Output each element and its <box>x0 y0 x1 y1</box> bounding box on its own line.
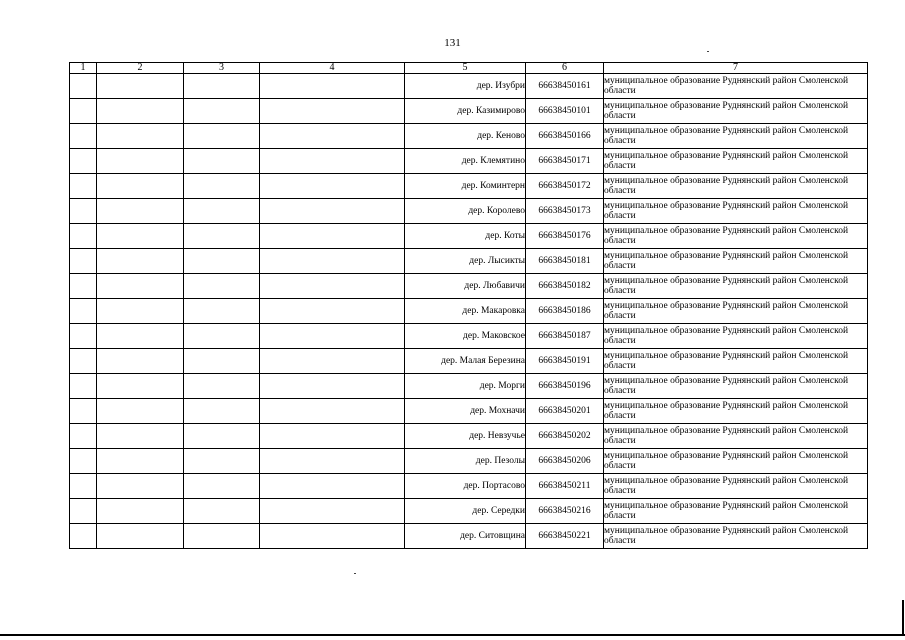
empty-cell-col-1 <box>70 424 97 449</box>
empty-cell-col-2 <box>97 99 184 124</box>
empty-cell-col-4 <box>260 349 405 374</box>
settlement-name-cell: дер. Маковское <box>405 324 526 349</box>
empty-cell-col-4 <box>260 274 405 299</box>
municipality-cell: муниципальное образование Руднянский район Смоленской области <box>604 99 868 124</box>
empty-cell-col-1 <box>70 499 97 524</box>
municipality-cell: муниципальное образование Руднянский район Смоленской области <box>604 124 868 149</box>
table-row <box>70 74 868 99</box>
table-row <box>70 399 868 424</box>
empty-cell-col-2 <box>97 299 184 324</box>
scan-speck <box>354 573 356 574</box>
page-number: 131 <box>444 37 461 49</box>
empty-cell-col-2 <box>97 324 184 349</box>
municipality-cell: муниципальное образование Руднянский район Смоленской области <box>604 349 868 374</box>
settlement-name-cell: дер. Малая Березина <box>405 349 526 374</box>
table-row <box>70 499 868 524</box>
header-row <box>70 63 868 74</box>
scan-edge-mark <box>902 600 904 634</box>
empty-cell-col-2 <box>97 149 184 174</box>
empty-cell-col-1 <box>70 524 97 549</box>
empty-cell-col-2 <box>97 124 184 149</box>
oktmo-code-cell: 66638450176 <box>526 224 604 249</box>
municipality-cell: муниципальное образование Руднянский район Смоленской области <box>604 249 868 274</box>
empty-cell-col-3 <box>184 174 260 199</box>
page-bottom-rule <box>0 634 905 636</box>
table-row <box>70 524 868 549</box>
empty-cell-col-3 <box>184 524 260 549</box>
empty-cell-col-3 <box>184 149 260 174</box>
empty-cell-col-1 <box>70 124 97 149</box>
empty-cell-col-3 <box>184 274 260 299</box>
table-row <box>70 474 868 499</box>
settlement-name-cell: дер. Коминтерн <box>405 174 526 199</box>
scan-speck <box>707 51 709 52</box>
empty-cell-col-3 <box>184 249 260 274</box>
empty-cell-col-2 <box>97 174 184 199</box>
municipality-cell: муниципальное образование Руднянский район Смоленской области <box>604 374 868 399</box>
settlement-name-cell: дер. Любавичи <box>405 274 526 299</box>
table-row <box>70 374 868 399</box>
municipality-cell: муниципальное образование Руднянский район Смоленской области <box>604 274 868 299</box>
column-header-1: 1 <box>70 63 97 74</box>
empty-cell-col-1 <box>70 174 97 199</box>
municipality-cell: муниципальное образование Руднянский район Смоленской области <box>604 174 868 199</box>
municipality-cell: муниципальное образование Руднянский район Смоленской области <box>604 524 868 549</box>
empty-cell-col-2 <box>97 424 184 449</box>
empty-cell-col-2 <box>97 474 184 499</box>
municipality-cell: муниципальное образование Руднянский район Смоленской области <box>604 74 868 99</box>
empty-cell-col-2 <box>97 374 184 399</box>
oktmo-code-cell: 66638450187 <box>526 324 604 349</box>
empty-cell-col-4 <box>260 374 405 399</box>
settlements-table <box>69 62 868 549</box>
oktmo-code-cell: 66638450202 <box>526 424 604 449</box>
settlement-name-cell: дер. Королево <box>405 199 526 224</box>
settlement-name-cell: дер. Коты <box>405 224 526 249</box>
column-header-3: 3 <box>184 63 260 74</box>
empty-cell-col-2 <box>97 449 184 474</box>
empty-cell-col-2 <box>97 524 184 549</box>
settlement-name-cell: дер. Ситовщина <box>405 524 526 549</box>
table-row <box>70 149 868 174</box>
empty-cell-col-4 <box>260 74 405 99</box>
column-header-6: 6 <box>526 63 604 74</box>
oktmo-code-cell: 66638450201 <box>526 399 604 424</box>
municipality-cell: муниципальное образование Руднянский район Смоленской области <box>604 449 868 474</box>
settlement-name-cell: дер. Мохначи <box>405 399 526 424</box>
settlement-name-cell: дер. Кеново <box>405 124 526 149</box>
settlement-name-cell: дер. Казимирово <box>405 99 526 124</box>
oktmo-code-cell: 66638450101 <box>526 99 604 124</box>
empty-cell-col-1 <box>70 474 97 499</box>
empty-cell-col-3 <box>184 224 260 249</box>
empty-cell-col-4 <box>260 499 405 524</box>
oktmo-code-cell: 66638450221 <box>526 524 604 549</box>
oktmo-code-cell: 66638450191 <box>526 349 604 374</box>
empty-cell-col-4 <box>260 524 405 549</box>
empty-cell-col-1 <box>70 274 97 299</box>
empty-cell-col-2 <box>97 349 184 374</box>
empty-cell-col-4 <box>260 224 405 249</box>
table-row <box>70 249 868 274</box>
empty-cell-col-4 <box>260 474 405 499</box>
empty-cell-col-2 <box>97 74 184 99</box>
empty-cell-col-1 <box>70 74 97 99</box>
empty-cell-col-3 <box>184 424 260 449</box>
empty-cell-col-4 <box>260 324 405 349</box>
empty-cell-col-4 <box>260 149 405 174</box>
empty-cell-col-3 <box>184 299 260 324</box>
empty-cell-col-1 <box>70 224 97 249</box>
empty-cell-col-3 <box>184 449 260 474</box>
municipality-cell: муниципальное образование Руднянский район Смоленской области <box>604 199 868 224</box>
table-row <box>70 324 868 349</box>
column-header-2: 2 <box>97 63 184 74</box>
empty-cell-col-2 <box>97 274 184 299</box>
empty-cell-col-3 <box>184 349 260 374</box>
empty-cell-col-4 <box>260 424 405 449</box>
oktmo-code-cell: 66638450171 <box>526 149 604 174</box>
empty-cell-col-1 <box>70 449 97 474</box>
settlement-name-cell: дер. Портасово <box>405 474 526 499</box>
empty-cell-col-2 <box>97 499 184 524</box>
municipality-cell: муниципальное образование Руднянский район Смоленской области <box>604 324 868 349</box>
oktmo-code-cell: 66638450173 <box>526 199 604 224</box>
municipality-cell: муниципальное образование Руднянский район Смоленской области <box>604 499 868 524</box>
table-row <box>70 424 868 449</box>
municipality-cell: муниципальное образование Руднянский район Смоленской области <box>604 474 868 499</box>
empty-cell-col-4 <box>260 199 405 224</box>
empty-cell-col-4 <box>260 299 405 324</box>
empty-cell-col-3 <box>184 324 260 349</box>
column-header-7: 7 <box>604 63 868 74</box>
empty-cell-col-3 <box>184 199 260 224</box>
empty-cell-col-3 <box>184 499 260 524</box>
settlement-name-cell: дер. Клемятино <box>405 149 526 174</box>
empty-cell-col-1 <box>70 299 97 324</box>
oktmo-code-cell: 66638450211 <box>526 474 604 499</box>
empty-cell-col-3 <box>184 74 260 99</box>
settlement-name-cell: дер. Лысикты <box>405 249 526 274</box>
empty-cell-col-2 <box>97 399 184 424</box>
empty-cell-col-4 <box>260 399 405 424</box>
table-row <box>70 449 868 474</box>
empty-cell-col-4 <box>260 99 405 124</box>
table-row <box>70 224 868 249</box>
empty-cell-col-3 <box>184 474 260 499</box>
empty-cell-col-4 <box>260 449 405 474</box>
settlement-name-cell: дер. Середки <box>405 499 526 524</box>
empty-cell-col-3 <box>184 124 260 149</box>
table-body <box>70 74 868 549</box>
settlement-name-cell: дер. Невзучье <box>405 424 526 449</box>
empty-cell-col-1 <box>70 199 97 224</box>
municipality-cell: муниципальное образование Руднянский район Смоленской области <box>604 424 868 449</box>
settlement-name-cell: дер. Пезолы <box>405 449 526 474</box>
column-header-4: 4 <box>260 63 405 74</box>
municipality-cell: муниципальное образование Руднянский район Смоленской области <box>604 149 868 174</box>
oktmo-code-cell: 66638450182 <box>526 274 604 299</box>
municipality-cell: муниципальное образование Руднянский район Смоленской области <box>604 399 868 424</box>
empty-cell-col-1 <box>70 399 97 424</box>
empty-cell-col-3 <box>184 399 260 424</box>
municipality-cell: муниципальное образование Руднянский район Смоленской области <box>604 299 868 324</box>
empty-cell-col-4 <box>260 249 405 274</box>
empty-cell-col-2 <box>97 199 184 224</box>
oktmo-code-cell: 66638450166 <box>526 124 604 149</box>
oktmo-code-cell: 66638450216 <box>526 499 604 524</box>
empty-cell-col-2 <box>97 224 184 249</box>
oktmo-code-cell: 66638450186 <box>526 299 604 324</box>
oktmo-code-cell: 66638450172 <box>526 174 604 199</box>
oktmo-code-cell: 66638450181 <box>526 249 604 274</box>
column-header-5: 5 <box>405 63 526 74</box>
empty-cell-col-4 <box>260 174 405 199</box>
table-row <box>70 299 868 324</box>
oktmo-code-cell: 66638450206 <box>526 449 604 474</box>
table-row <box>70 349 868 374</box>
empty-cell-col-3 <box>184 99 260 124</box>
empty-cell-col-1 <box>70 349 97 374</box>
empty-cell-col-3 <box>184 374 260 399</box>
settlement-name-cell: дер. Изубри <box>405 74 526 99</box>
empty-cell-col-1 <box>70 149 97 174</box>
empty-cell-col-1 <box>70 249 97 274</box>
table-row <box>70 124 868 149</box>
empty-cell-col-4 <box>260 124 405 149</box>
empty-cell-col-1 <box>70 374 97 399</box>
empty-cell-col-1 <box>70 99 97 124</box>
table-row <box>70 199 868 224</box>
table-row <box>70 274 868 299</box>
oktmo-code-cell: 66638450196 <box>526 374 604 399</box>
empty-cell-col-2 <box>97 249 184 274</box>
empty-cell-col-1 <box>70 324 97 349</box>
settlement-name-cell: дер. Макаровка <box>405 299 526 324</box>
oktmo-code-cell: 66638450161 <box>526 74 604 99</box>
table-row <box>70 99 868 124</box>
table-row <box>70 174 868 199</box>
municipality-cell: муниципальное образование Руднянский район Смоленской области <box>604 224 868 249</box>
settlement-name-cell: дер. Морги <box>405 374 526 399</box>
